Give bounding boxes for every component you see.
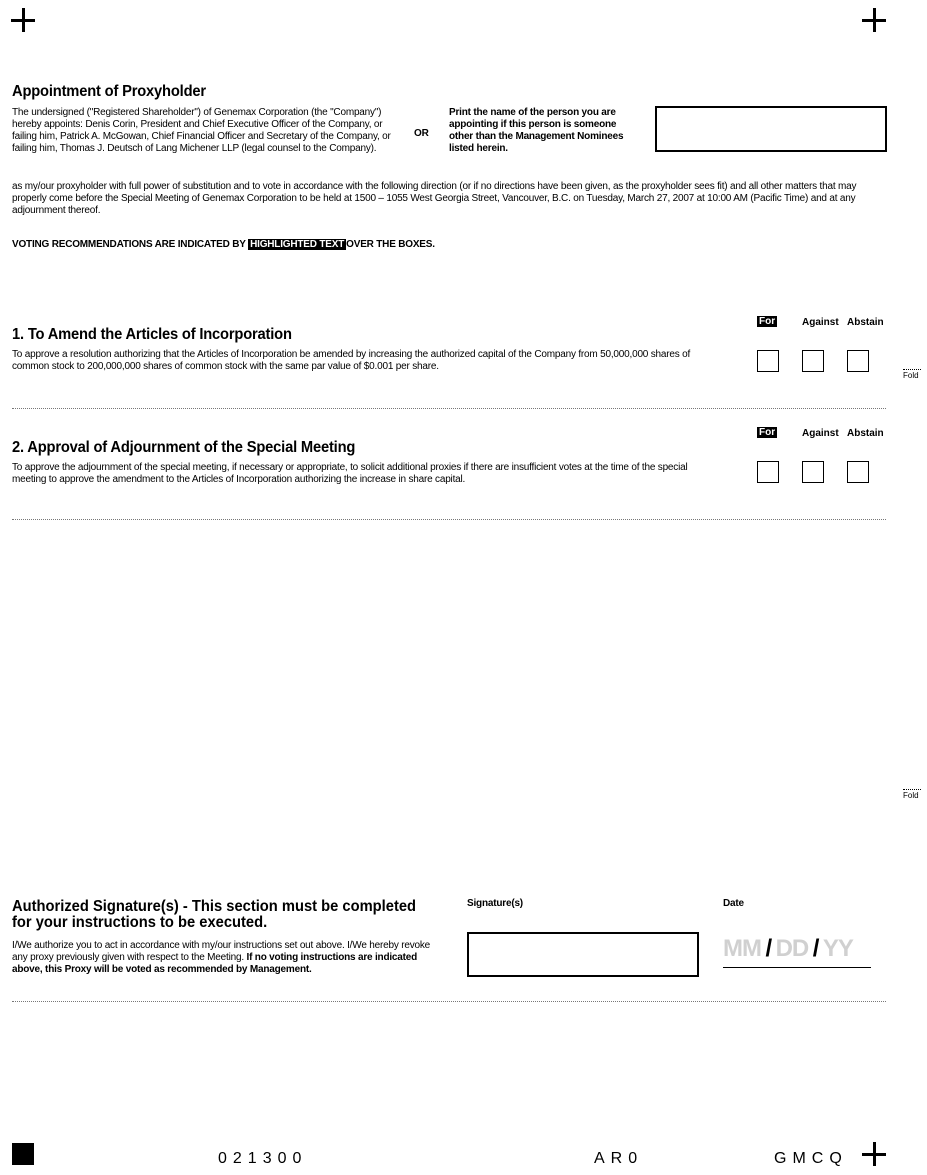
print-name-instruction: Print the name of the person you are appointing if this person is someone other than the Management Nominees listed herein. [449,107,624,154]
resolution-2-abstain-label: Abstain [847,428,884,439]
voting-note-text: VOTING RECOMMENDATIONS ARE INDICATED BY [12,239,246,250]
divider [12,408,886,409]
proxyholder-name-field[interactable] [655,106,887,152]
resolution-1-against-checkbox[interactable] [802,350,824,372]
registration-mark-bottom-right [862,1142,886,1166]
divider [12,1001,886,1002]
registration-mark-top-left [11,8,35,32]
resolution-1-for-label: For [759,316,776,327]
fold-mark [903,789,921,800]
resolution-1-abstain-checkbox[interactable] [847,350,869,372]
or-label: OR [414,128,429,139]
authorization-text-bold: If no voting instructions are indicated above, this Proxy will be voted as recommended by Management. [12,952,418,975]
resolution-2-for-label: For [759,427,776,438]
resolution-1-title: 1. To Amend the Articles of Incorporation [12,326,292,343]
divider [12,519,886,520]
registration-mark-top-right [862,8,886,32]
resolution-2-title: 2. Approval of Adjournment of the Special Meeting [12,439,356,456]
resolution-2-against-checkbox[interactable] [802,461,824,483]
date-year-placeholder: YY [822,935,853,962]
signature-authorization-text [12,940,442,976]
resolution-2-abstain-checkbox[interactable] [847,461,869,483]
date-label: Date [723,898,744,909]
corner-square-mark [12,1143,34,1165]
resolution-2-text: To approve the adjournment of the special meeting, if necessary or appropriate, to solicit additional proxies if there are insufficient votes at the time of the special meeting to approve the amendment to the Articles of Incorporation authorizing the increase in share capital. [12,462,688,485]
date-field[interactable] [723,935,871,968]
appointment-text: The undersigned ("Registered Shareholder") of Genemax Corporation (the "Company") hereby appoints: Denis Corin, President and Chief Executive Officer of the Company, or failing him, Patrick A. McGowan, Chief Financial Officer and Secretary of the Company, or failing him, Thomas J. Deutsch of Lang Michener LLP (legal counsel to the Company). [12,107,391,154]
date-month-placeholder: MM [723,935,761,962]
fold-label: Fold [903,371,919,380]
resolution-1-abstain-label: Abstain [847,317,884,328]
footer-code-3: GMCQ [774,1150,848,1167]
fold-label: Fold [903,791,919,800]
highlighted-text-sample: HIGHLIGHTED TEXT [250,239,345,250]
footer-code-1: 021300 [218,1150,308,1167]
authority-text: as my/our proxyholder with full power of substitution and to vote in accordance with the following direction (or if no directions have been given, as the proxyholder sees fit) and all other matters that may properly come before the Special Meeting of Genemax Corporation to be held at 1500 – 1055 West Georgia Street, Vancouver, B.C. on Tuesday, March 27, 2007 at 10:00 AM (Pacific Time) and at any adjournment thereof. [12,181,857,216]
resolution-1-for-checkbox[interactable] [757,350,779,372]
resolution-2-for-checkbox[interactable] [757,461,779,483]
date-day-placeholder: DD [775,935,809,962]
footer-code-2: AR0 [594,1150,644,1167]
signature-field[interactable] [467,932,699,977]
resolution-1-against-label: Against [802,317,839,328]
signature-title-line-2: for your instructions to be executed. [12,914,268,931]
signature-section-title [12,899,416,931]
signature-label: Signature(s) [467,898,523,909]
voting-recommendation-note [12,239,435,251]
fold-mark [903,369,921,380]
resolution-2-against-label: Against [802,428,839,439]
authorization-text: I/We authorize you to act in accordance with my/our instructions set out above. I/We hereby revoke any proxy previously given with respect to the Meeting. [12,940,431,963]
resolution-1-text: To approve a resolution authorizing that the Articles of Incorporation be amended by increasing the authorized capital of the Company from 50,000,000 shares of common stock to 200,000,000 shares of common stock with the same par value of $0.001 per share. [12,349,691,372]
date-separator: / [812,935,819,962]
signature-title-line-1: Authorized Signature(s) - This section must be completed [12,898,417,915]
appointment-title: Appointment of Proxyholder [12,83,206,100]
date-separator: / [765,935,772,962]
voting-note-text-end: OVER THE BOXES. [346,239,435,250]
